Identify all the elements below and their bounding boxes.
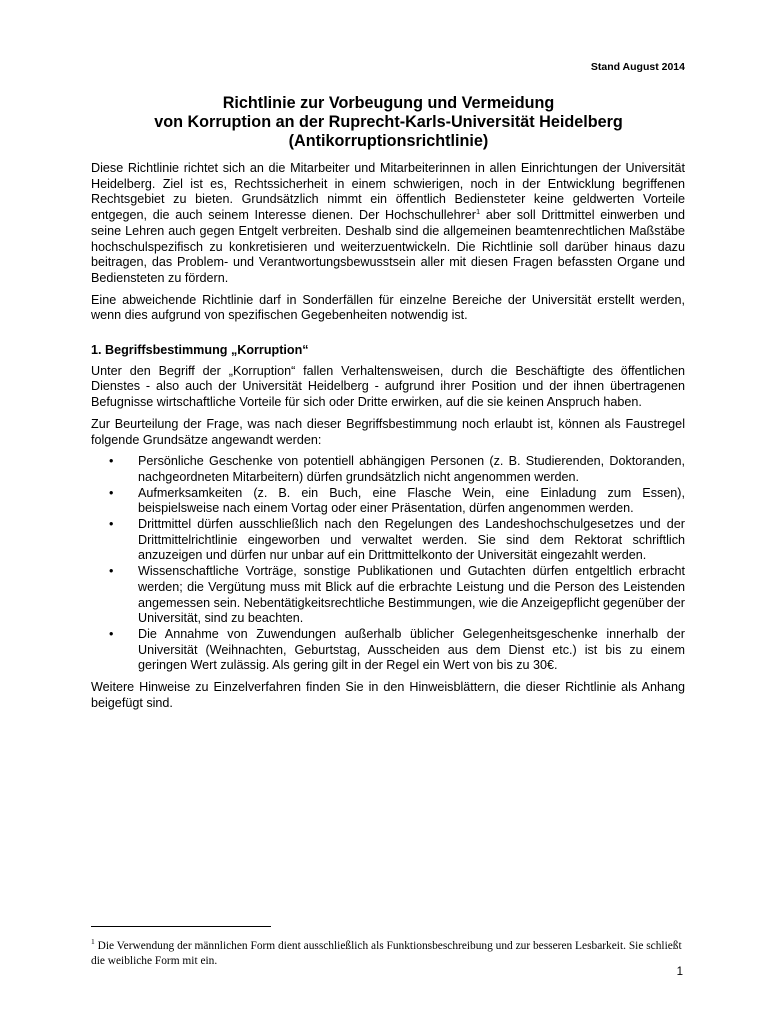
bullet-icon: •	[109, 517, 114, 532]
bullet-icon: •	[109, 454, 114, 469]
document-title	[91, 94, 686, 151]
intro-paragraph-1: Diese Richtlinie richtet sich an die Mitarbeiter und Mitarbeiterinnen in allen Einrichtungen der Universität Heidelberg. Ziel ist es, Rechtssicherheit in einem schwierigen, noch in der Entwicklung begriffenen Rechtsgebiet zu bieten. Grundsätzlich nimmt ein öffentlich Bediensteter keine geldwerten Vorteile entgegen, die auch seinem Interesse dienen. Der Hochschullehrer$^1$ aber soll Drittmittel einwerben und seine Lehren auch gegen Entgelt verbreiten. Deshalb sind die allgemeinen beamtenrechtlichen Maßstäbe hochschulspezifisch zu konkretisieren und weiterzuentwickeln. Die Richtlinie soll darüber hinaus dazu beitragen, das Problem- und Verantwortungsbewusstsein aller mit diesen Fragen befassten Organe und Bediensteten zu fördern.	[91, 161, 686, 285]
section-paragraph-3: Weitere Hinweise zu Einzelverfahren finden Sie in den Hinweisblättern, die dieser Richtlinie als Anhang beigefügt sind.	[91, 680, 685, 710]
title-line-2: von Korruption an der Ruprecht-Karls-Universität Heidelberg	[154, 113, 623, 131]
bullet-icon: •	[109, 564, 114, 579]
list-item: • Drittmittel dürfen ausschließlich nach den Regelungen des Landeshochschulgesetzes und der Drittmittelrichtlinie eingeworben und verwaltet werden. Sie sind dem Rektorat schriftlich anzuzeigen und dürfen nur unbar auf ein Drittmittelkonto der Universität eingezahlt werden.	[109, 517, 685, 563]
list-item: • Persönliche Geschenke von potentiell abhängigen Personen (z. B. Studierenden, Doktoranden, nachgeordneten Mitarbeitern) dürfen grundsätzlich nicht angenommen werden.	[109, 454, 685, 484]
section-heading: 1. Begriffsbestimmung „Korruption“	[91, 343, 309, 358]
date-stamp: Stand August 2014	[590, 61, 685, 73]
rules-list	[91, 454, 685, 674]
page-number: 1	[676, 966, 683, 978]
footnote-divider	[91, 926, 271, 927]
footnote-reference[interactable]: 1	[475, 206, 481, 216]
intro-paragraph-2: Eine abweichende Richtlinie darf in Sonderfällen für einzelne Bereiche der Universität erstellt werden, wenn dies aufgrund von spezifischen Gegebenheiten notwendig ist.	[91, 292, 685, 323]
bullet-icon: •	[109, 626, 114, 641]
section-paragraph-2: Zur Beurteilung der Frage, was nach dieser Begriffsbestimmung noch erlaubt ist, können als Faustregel folgende Grundsätze angewandt werden:	[91, 416, 685, 447]
footnote: $^1$ Die Verwendung der männlichen Form dient ausschließlich als Funktionsbeschreibung und zur besseren Lesbarkeit. Sie schließt die weibliche Form mit ein.	[91, 937, 682, 968]
title-line-1: Richtlinie zur Vorbeugung und Vermeidung	[222, 94, 555, 112]
footnote-marker: 1	[91, 937, 95, 946]
list-item: • Aufmerksamkeiten (z. B. ein Buch, eine Flasche Wein, eine Einladung zum Essen), beispielsweise nach einem Vortag oder einer Präsentation, dürfen angenommen werden.	[109, 485, 685, 516]
list-item: • Die Annahme von Zuwendungen außerhalb üblicher Gelegenheitsgeschenke innerhalb der Universität (Weihnachten, Geburtstag, Ausscheiden aus dem Dienst etc.) ist bis zu einem geringen Wert zulässig. Als gering gilt in der Regel ein Wert von bis zu 30€.	[109, 626, 685, 673]
section-paragraph-1: Unter den Begriff der „Korruption“ fallen Verhaltensweisen, durch die Beschäftigte des öffentlichen Dienstes - also auch der Universität Heidelberg - aufgrund ihrer Position und der ihnen übertragenen Befugnisse wirtschaftliche Vorteile für sich oder Dritte erwirken, auf die sie keinen Anspruch haben.	[91, 363, 685, 410]
bullet-icon: •	[109, 485, 114, 500]
document-body	[91, 161, 685, 718]
list-item: • Wissenschaftliche Vorträge, sonstige Publikationen und Gutachten dürfen entgeltlich erbracht werden; die Vergütung muss mit Blick auf die erbrachte Leistung und die Person des Leistenden angemessen sein. Nebentätigkeitsrechtliche Bestimmungen, wie die Anzeigepflicht gegenüber der Universität, sind zu beachten.	[109, 564, 685, 626]
title-line-3: (Antikorruptionsrichtlinie)	[288, 132, 489, 150]
